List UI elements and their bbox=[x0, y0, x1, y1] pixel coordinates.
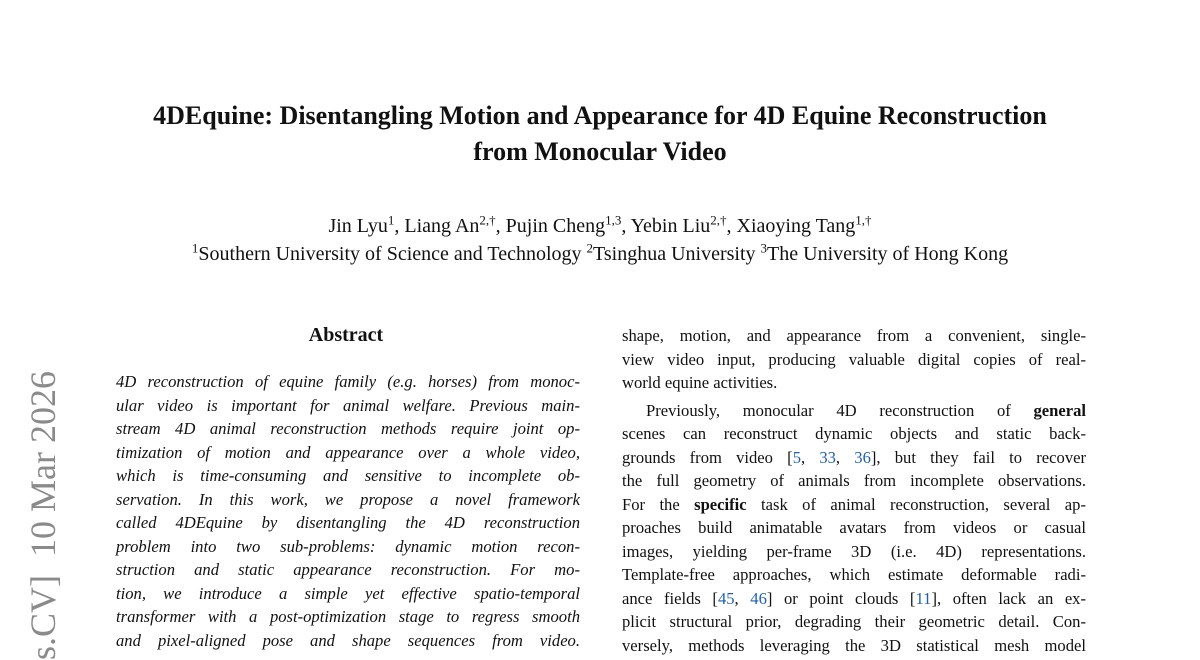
intro-line: plicit structural prior, degrading their geometric detail. Con- bbox=[622, 612, 1086, 631]
author-name: Liang An bbox=[404, 215, 480, 237]
title-line-1: 4DEquine: Disentangling Motion and Appearance for 4D Equine Reconstruction bbox=[153, 101, 1047, 130]
author-mark: 2,† bbox=[710, 212, 727, 228]
affiliation-name: Southern University of Science and Technology bbox=[198, 243, 582, 265]
author-mark: 1 bbox=[387, 212, 395, 228]
abstract-line: servation. In this work, we propose a novel framework bbox=[116, 489, 580, 509]
abstract-line: stream 4D animal reconstruction methods require joint op- bbox=[116, 419, 580, 438]
citation-link[interactable]: 5 bbox=[792, 447, 801, 467]
bold-term-specific: specific bbox=[694, 494, 747, 514]
citation-link[interactable]: 45 bbox=[717, 588, 735, 608]
citation-link[interactable]: 11 bbox=[915, 588, 932, 608]
intro-line: view video input, producing valuable digital copies of real- bbox=[622, 349, 1086, 369]
affiliation-name: The University of Hong Kong bbox=[767, 243, 1009, 265]
intro-line: the full geometry of animals from incomplete observations. bbox=[622, 471, 1086, 490]
author-mark: 2,† bbox=[479, 212, 496, 228]
author-name: Xiaoying Tang bbox=[736, 215, 856, 237]
affiliation-mark: 2 bbox=[586, 240, 594, 256]
intro-line: grounds from video [5, 33, 36], but they fail to recover bbox=[622, 447, 1087, 467]
abstract-line: which is time-consuming and sensitive to incomplete ob- bbox=[116, 466, 580, 485]
abstract-line: transformer with a post-optimization stage to regress smooth bbox=[116, 607, 580, 626]
intro-line: images, yielding per-frame 3D (i.e. 4D) representations. bbox=[622, 541, 1086, 561]
author-name: Pujin Cheng bbox=[505, 215, 606, 237]
affiliation-list bbox=[100, 240, 1100, 268]
abstract-line: tion, we introduce a simple yet effective spatio-temporal bbox=[116, 583, 580, 603]
abstract-line: ular video is important for animal welfare. Previous main- bbox=[116, 395, 580, 415]
citation-link[interactable]: 36 bbox=[854, 447, 871, 467]
text-run: Previously, monocular 4D reconstruction of bbox=[646, 400, 1034, 420]
paper-title bbox=[100, 98, 1100, 170]
intro-line: world equine activities. bbox=[622, 373, 778, 392]
abstract-line: struction and static appearance reconstruction. For mo- bbox=[116, 560, 580, 579]
affiliation-name: Tsinghua University bbox=[593, 243, 756, 265]
author-mark: 1,3 bbox=[605, 212, 622, 228]
abstract-line: and pixel-aligned pose and shape sequences from video. bbox=[116, 630, 580, 650]
author-name: Jin Lyu bbox=[328, 215, 388, 237]
arxiv-category: s.CV] bbox=[23, 574, 63, 660]
affiliation-mark: 1 bbox=[191, 240, 199, 256]
author-list: Jin Lyu$^1$, Liang $An^{2,\dagger}$, Pujin Cheng$^{1,3}$, Yebin Liu$^{2,\dagger}$, Xiaoying Tang$^{1,\dagger}$ bbox=[328, 212, 872, 237]
text-run: ance fields [ bbox=[622, 588, 718, 608]
abstract-body bbox=[116, 370, 580, 652]
bold-term-general: general bbox=[1033, 400, 1086, 420]
citation-link[interactable]: 46 bbox=[750, 588, 767, 608]
abstract-heading: Abstract bbox=[308, 324, 384, 346]
arxiv-date: 10 Mar 2026 bbox=[23, 371, 63, 557]
abstract-line: 4D reconstruction of equine family (e.g. horses) from monoc- bbox=[116, 372, 580, 391]
citation-link[interactable]: 33 bbox=[819, 447, 836, 467]
intro-line: scenes can reconstruct dynamic objects and static back- bbox=[622, 424, 1086, 443]
text-run: task of animal reconstruction, several ap- bbox=[746, 494, 1086, 514]
title-line-2: from Monocular Video bbox=[473, 137, 727, 166]
abstract-line: called 4DEquine by disentangling the 4D reconstruction bbox=[116, 513, 580, 532]
arxiv-side-stamp bbox=[22, 371, 64, 660]
intro-line: Template-free approaches, which estimate deformable radi- bbox=[622, 565, 1086, 584]
intro-column bbox=[622, 324, 1086, 657]
author-mark: 1,† bbox=[855, 212, 872, 228]
text-run: ] or point clouds [ bbox=[766, 588, 916, 608]
text-run: ], often lack an ex- bbox=[931, 588, 1087, 608]
text-run: ], but they fail to recover bbox=[870, 447, 1087, 467]
intro-line bbox=[622, 493, 1086, 517]
text-run: For the bbox=[622, 494, 695, 514]
intro-line: shape, motion, and appearance from a convenient, single- bbox=[622, 326, 1086, 345]
author-name: Yebin Liu bbox=[630, 215, 711, 237]
intro-line: versely, methods leveraging the 3D statistical mesh model bbox=[622, 635, 1086, 655]
abstract-line: problem into two sub-problems: dynamic motion recon- bbox=[116, 536, 580, 556]
intro-line: proaches build animatable avatars from videos or casual bbox=[622, 518, 1086, 537]
text-run: grounds from video [ bbox=[622, 447, 793, 467]
affiliation-mark: 3 bbox=[760, 240, 768, 256]
intro-line bbox=[622, 399, 1086, 423]
abstract-line: timization of motion and appearance over a whole video, bbox=[116, 442, 580, 462]
intro-line: ance fields [45, 46] or point clouds [11], often lack an ex- bbox=[622, 588, 1087, 608]
